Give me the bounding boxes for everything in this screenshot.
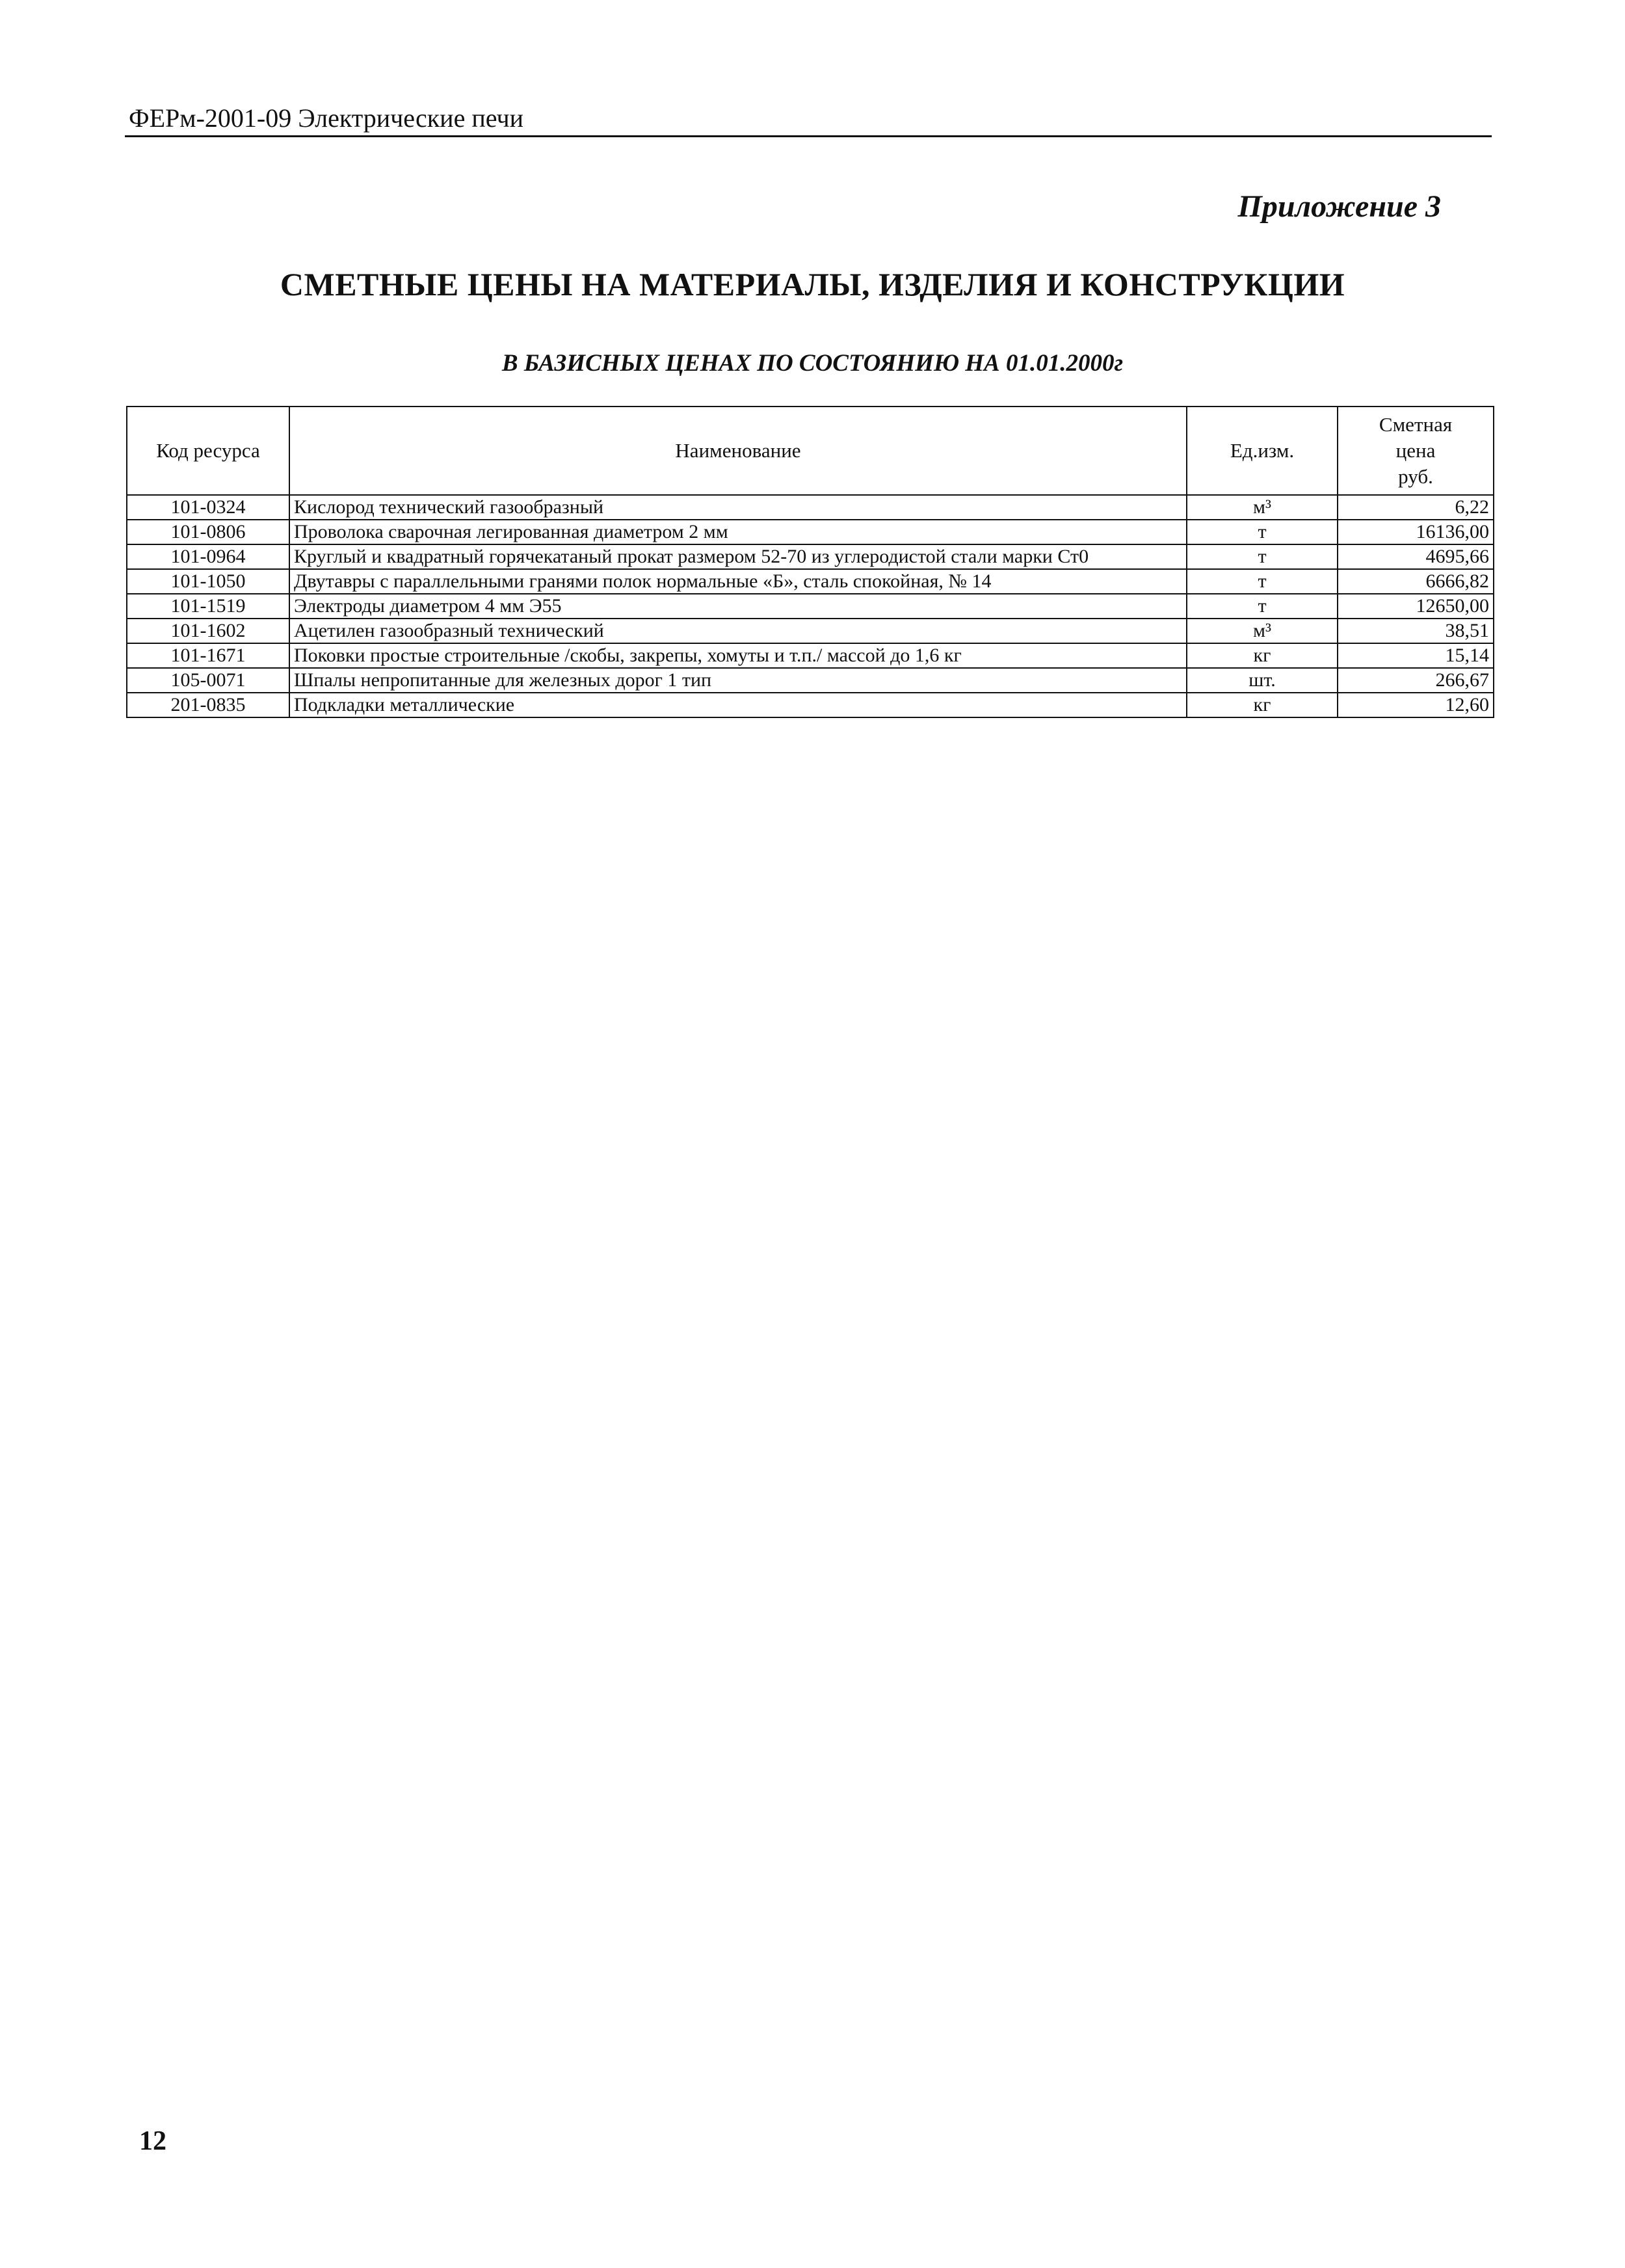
cell-unit: т <box>1187 594 1338 619</box>
column-header-price <box>1338 407 1494 495</box>
cell-name: Круглый и квадратный горячекатаный прокат размером 52-70 из углеродистой стали марки Ст0 <box>289 544 1187 569</box>
document-subtitle: В БАЗИСНЫХ ЦЕНАХ ПО СОСТОЯНИЮ НА 01.01.2000г <box>501 350 1124 377</box>
cell-code: 101-0964 <box>127 544 289 569</box>
table-row <box>127 693 1494 717</box>
document-title: СМЕТНЫЕ ЦЕНЫ НА МАТЕРИАЛЫ, ИЗДЕЛИЯ И КОНСТРУКЦИИ <box>280 266 1345 302</box>
cell-unit: т <box>1187 520 1338 544</box>
cell-code: 101-1519 <box>127 594 289 619</box>
cell-name: Кислород технический газообразный <box>289 495 1187 520</box>
table-row <box>127 495 1494 520</box>
column-header-name: Наименование <box>289 407 1187 495</box>
cell-unit: т <box>1187 569 1338 594</box>
cell-code: 101-1671 <box>127 643 289 668</box>
cell-price: 266,67 <box>1338 668 1494 693</box>
table-row <box>127 544 1494 569</box>
cell-price: 12650,00 <box>1338 594 1494 619</box>
cell-name: Проволока сварочная легированная диаметром 2 мм <box>289 520 1187 544</box>
cell-unit: кг <box>1187 693 1338 717</box>
table-header-row <box>127 407 1494 495</box>
column-header-code: Код ресурса <box>127 407 289 495</box>
cell-code: 101-1050 <box>127 569 289 594</box>
cell-unit: шт. <box>1187 668 1338 693</box>
cell-name: Ацетилен газообразный технический <box>289 619 1187 643</box>
table-row <box>127 594 1494 619</box>
cell-price: 38,51 <box>1338 619 1494 643</box>
cell-name: Подкладки металлические <box>289 693 1187 717</box>
cell-unit: м³ <box>1187 619 1338 643</box>
cell-code: 101-0324 <box>127 495 289 520</box>
cell-price: 15,14 <box>1338 643 1494 668</box>
table-row <box>127 569 1494 594</box>
page-number: 12 <box>139 2126 166 2156</box>
column-header-unit: Ед.изм. <box>1187 407 1338 495</box>
running-header-title: ФЕРм-2001-09 Электрические печи <box>129 103 524 133</box>
price-header-line: руб. <box>1398 465 1433 488</box>
cell-code: 201-0835 <box>127 693 289 717</box>
price-table <box>126 406 1494 718</box>
appendix-label: Приложение 3 <box>1237 189 1441 224</box>
cell-unit: кг <box>1187 643 1338 668</box>
cell-unit: т <box>1187 544 1338 569</box>
table-row <box>127 643 1494 668</box>
cell-price: 4695,66 <box>1338 544 1494 569</box>
table-row <box>127 619 1494 643</box>
cell-price: 6,22 <box>1338 495 1494 520</box>
cell-name: Поковки простые строительные /скобы, закрепы, хомуты и т.п./ массой до 1,6 кг <box>289 643 1187 668</box>
cell-price: 6666,82 <box>1338 569 1494 594</box>
cell-code: 101-1602 <box>127 619 289 643</box>
cell-code: 105-0071 <box>127 668 289 693</box>
price-header-line: Сметная <box>1379 413 1453 436</box>
running-header <box>125 101 1492 137</box>
cell-unit: м³ <box>1187 495 1338 520</box>
cell-price: 16136,00 <box>1338 520 1494 544</box>
cell-name: Шпалы непропитанные для железных дорог 1 тип <box>289 668 1187 693</box>
price-header-line: цена <box>1395 439 1436 462</box>
cell-code: 101-0806 <box>127 520 289 544</box>
table-row <box>127 668 1494 693</box>
cell-price: 12,60 <box>1338 693 1494 717</box>
table-row <box>127 520 1494 544</box>
cell-name: Электроды диаметром 4 мм Э55 <box>289 594 1187 619</box>
cell-name: Двутавры с параллельными гранями полок нормальные «Б», сталь спокойная, № 14 <box>289 569 1187 594</box>
